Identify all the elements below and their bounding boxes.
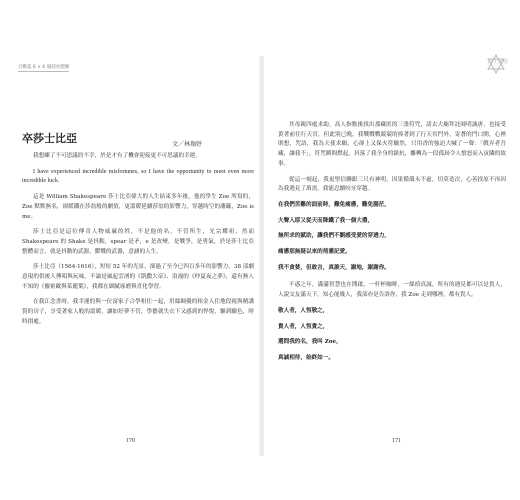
right-page xyxy=(264,56,514,456)
quote-line: 選問我的名，我叫 Zoe， xyxy=(278,339,342,346)
page-number-right: 171 xyxy=(392,438,401,444)
paragraph: 從這一刻起，我更堅信聯跟三尺有神明，因果循環永不虛，切莫造次，心善找原不再因為我遇見了萬需，我能忍續咬牙穿越。 xyxy=(278,176,506,193)
chapter-title: 卒莎士比亞 xyxy=(22,132,77,145)
paragraph: 莎士比亞（1564-1616），短短 52 年的光景，卻過了至今已四百多年的影響力，38 部劇意現的供後人傳唱與玩味，不論是風起雲湧的《凱撒大帝》、浪漫的《仲夏夜之夢》，還有無人不知的《羅密歐與茱麗葉》，我都在細膩琢磨與喜化學習。 xyxy=(22,264,254,290)
paragraph: 不惑之年，滿滿智慧也在開啟，一杆杯咖啡，一絲拾真誠，所有的遇見都可以是貴人，人說交友滿天下，知心能幾人，我部亦是告訴你，我 Zoe 走到哪裡，都有貴人。 xyxy=(278,282,506,299)
paragraph: 其母親四處求助，高人指點後找出那藏匿的三張符咒，請去大廟拜託師明誠唐，也接受黃著前往行天宮，但此別已晚，我戰戰戰兢兢的捧著到了行天宮門外，寄蒼的門口開，心裡則想，咒語，我為天使求願，心卻上又保火符驗然，只用香的強迫大喊了一聲：「戲弄者吾藏，讓我不」，符咒瞬間燃起，抖落了我全身的鎮抗，離轉為一段孤屆令人憤怒而入寅隣的故事。 xyxy=(278,122,506,167)
paragraph: 這是 William Shakespeare 莎士比亞偉大的人生結束多年後，他的學生 Zoe 所寫的，Zoe 默默無名，卻緩鐵在莎翁般的劇情，更溫暖延續莎翁的影響力，穿越時空的藩籬，Zoe is me。 xyxy=(22,194,254,220)
quote-line: 貴人者，人恆貴之， xyxy=(278,323,329,330)
quote-line: 無所求的賦助，讓我們不劉感受愛的穿透力， xyxy=(278,233,390,240)
paragraph: 我想練了不可思議的不幸，於是才有了機會迎接更不可思議的幸運。 xyxy=(33,153,201,159)
left-page xyxy=(8,56,260,456)
page-number-left: 170 xyxy=(126,438,135,444)
quote-block-2 xyxy=(278,307,506,364)
quote-line: 在我們苦難的面前時，難免痛懣，難免腸茫， xyxy=(278,201,390,208)
quote-line: 大聲入耶又從天而降鐵了我一個大禮， xyxy=(278,217,374,224)
quote-line: 我不貪婪，但敢言，真誰天，謝地，謝謝你。 xyxy=(278,264,390,271)
running-header-left: 百歡篇 6 × 6 個超亮標圖 xyxy=(18,65,70,70)
running-header-right-text: 莎士比亞 xyxy=(487,59,508,65)
star-logo-icon xyxy=(486,54,506,74)
quote-line: 痛懣那無疑以來的荊懣記愛。 xyxy=(278,249,351,256)
byline: 文／林珈妤 xyxy=(172,141,203,148)
paragraph-english: I have experienced incredible misfortunes, so I have the opportunity to meet even more incredible luck. xyxy=(22,168,254,185)
quote-line: 真誠相待，始終如一。 xyxy=(278,354,334,361)
left-body xyxy=(22,152,254,334)
quote-line: 敬人者，人恆敬之， xyxy=(278,307,329,314)
quote-block-1 xyxy=(278,201,506,274)
paragraph: 莎士比亞是這位傳奇人物威廉的姓，不是他的名，不管所生，光宗耀祖，然而 Shakespeare 的 Shake 是抖動，spear 是矛，e 是改變，是戰爭，是勇氣，於是莎士比亞整體而言，就是抖動的武器，鬱戰的武器，意涵的人生。 xyxy=(22,229,254,255)
paragraph: 在我江念書時，我幸運的與一位富家子合學租住一起，用絲綢優的租金入住地段視與精講賞的房子，享受著家人般的溫暖，讓如好夢不管，學藝就失衣下又感到的悍悅，驅到驗色，時時損處。 xyxy=(22,299,254,325)
right-body xyxy=(278,121,506,370)
